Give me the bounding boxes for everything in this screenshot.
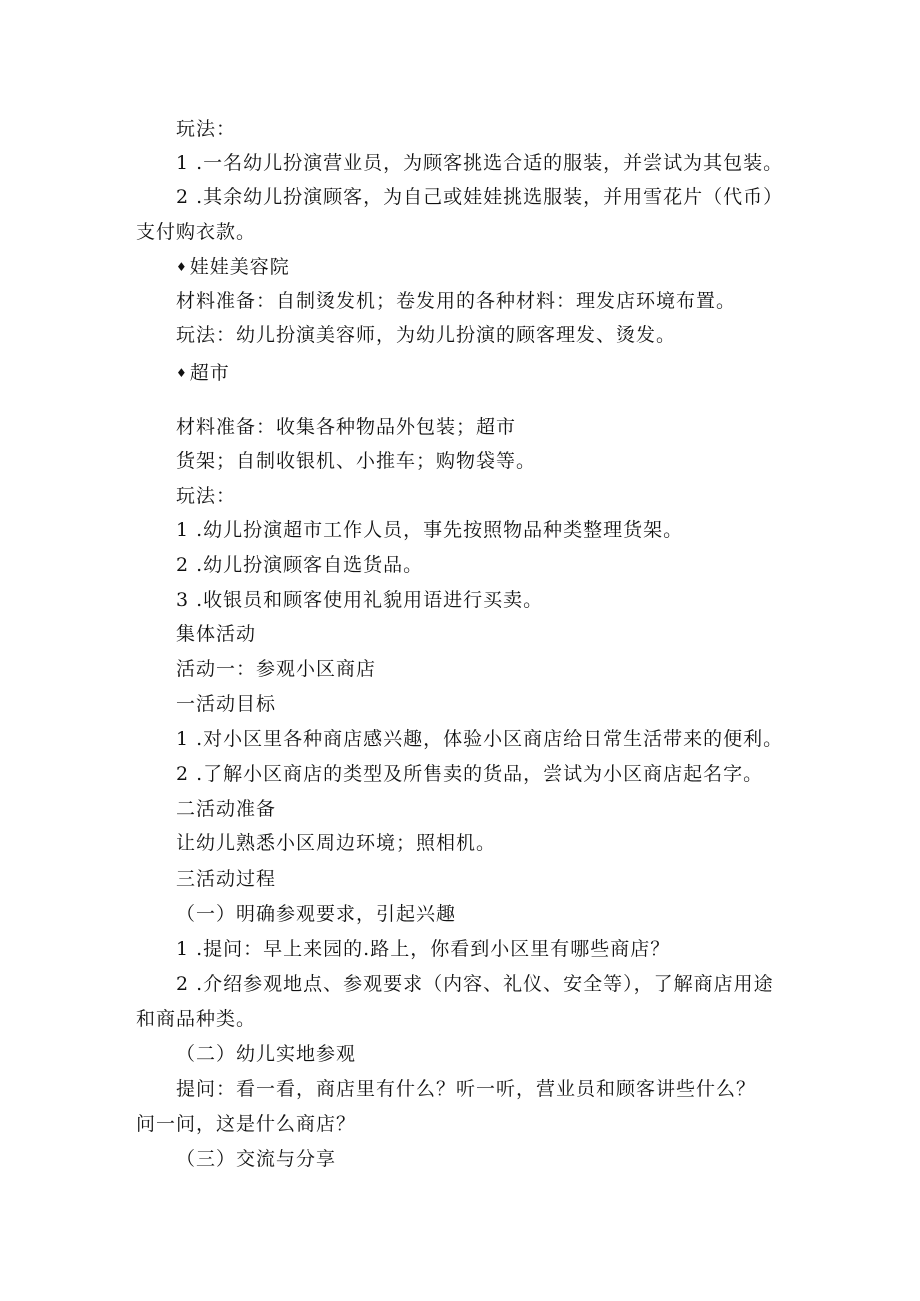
goal-1: 1 .对小区里各种商店感兴趣，体验小区商店给日常生活带来的便利。 [176, 728, 784, 750]
preparation-heading: 二活动准备 [176, 798, 277, 820]
supermarket-step-2: 2 .幼儿扮演顾客自选货品。 [176, 554, 424, 576]
supermarket-step-1: 1 .幼儿扮演超市工作人员，事先按照物品种类整理货架。 [176, 519, 684, 541]
section-supermarket [176, 361, 230, 385]
materials-supermarket-cont: 货架；自制收银机、小推车；购物袋等。 [176, 450, 537, 472]
materials-supermarket: 材料准备：收集各种物品外包装；超市 [176, 416, 517, 438]
visit-question: 提问：看一看，商店里有什么？听一听，营业员和顾客讲些什么？ [176, 1078, 757, 1100]
activity-one-title: 活动一：参观小区商店 [176, 658, 377, 680]
section-title: 超市 [189, 362, 230, 384]
play-salon: 玩法：幼儿扮演美容师，为幼儿扮演的顾客理发、烫发。 [176, 324, 677, 346]
diamond-bullet-icon: ♦ [176, 366, 188, 380]
process-question-1: 1 .提问：早上来园的.路上，你看到小区里有哪些商店？ [176, 938, 671, 960]
diamond-bullet-icon: ♦ [176, 260, 188, 274]
play-step-2-cont: 支付购衣款。 [136, 221, 257, 243]
process-question-2: 2 .介绍参观地点、参观要求（内容、礼仪、安全等），了解商店用途 [176, 973, 774, 995]
process-step-1-heading: （一）明确参观要求，引起兴趣 [176, 903, 457, 925]
materials-salon: 材料准备：自制烫发机；卷发用的各种材料：理发店环境布置。 [176, 290, 737, 312]
play-step-2: 2 .其余幼儿扮演顾客，为自己或娃娃挑选服装，并用雪花片（代币） [176, 186, 784, 208]
play-heading-2: 玩法： [176, 485, 237, 507]
section-doll-salon [176, 255, 290, 279]
preparation-text: 让幼儿熟悉小区周边环境；照相机。 [176, 832, 497, 854]
supermarket-step-3: 3 .收银员和顾客使用礼貌用语进行买卖。 [176, 589, 544, 611]
goals-heading: 一活动目标 [176, 693, 277, 715]
visit-question-cont: 问一问，这是什么商店？ [136, 1113, 357, 1135]
play-heading: 玩法： [176, 118, 237, 140]
process-step-3-heading: （三）交流与分享 [176, 1148, 337, 1170]
process-step-2-heading: （二）幼儿实地参观 [176, 1043, 357, 1065]
process-question-2-cont: 和商品种类。 [136, 1008, 257, 1030]
goal-2: 2 .了解小区商店的类型及所售卖的货品，尝试为小区商店起名字。 [176, 763, 764, 785]
process-heading: 三活动过程 [176, 868, 277, 890]
group-activity-heading: 集体活动 [176, 623, 257, 645]
section-title: 娃娃美容院 [189, 256, 290, 278]
play-step-1: 1 .一名幼儿扮演营业员，为顾客挑选合适的服装，并尝试为其包装。 [176, 152, 784, 174]
